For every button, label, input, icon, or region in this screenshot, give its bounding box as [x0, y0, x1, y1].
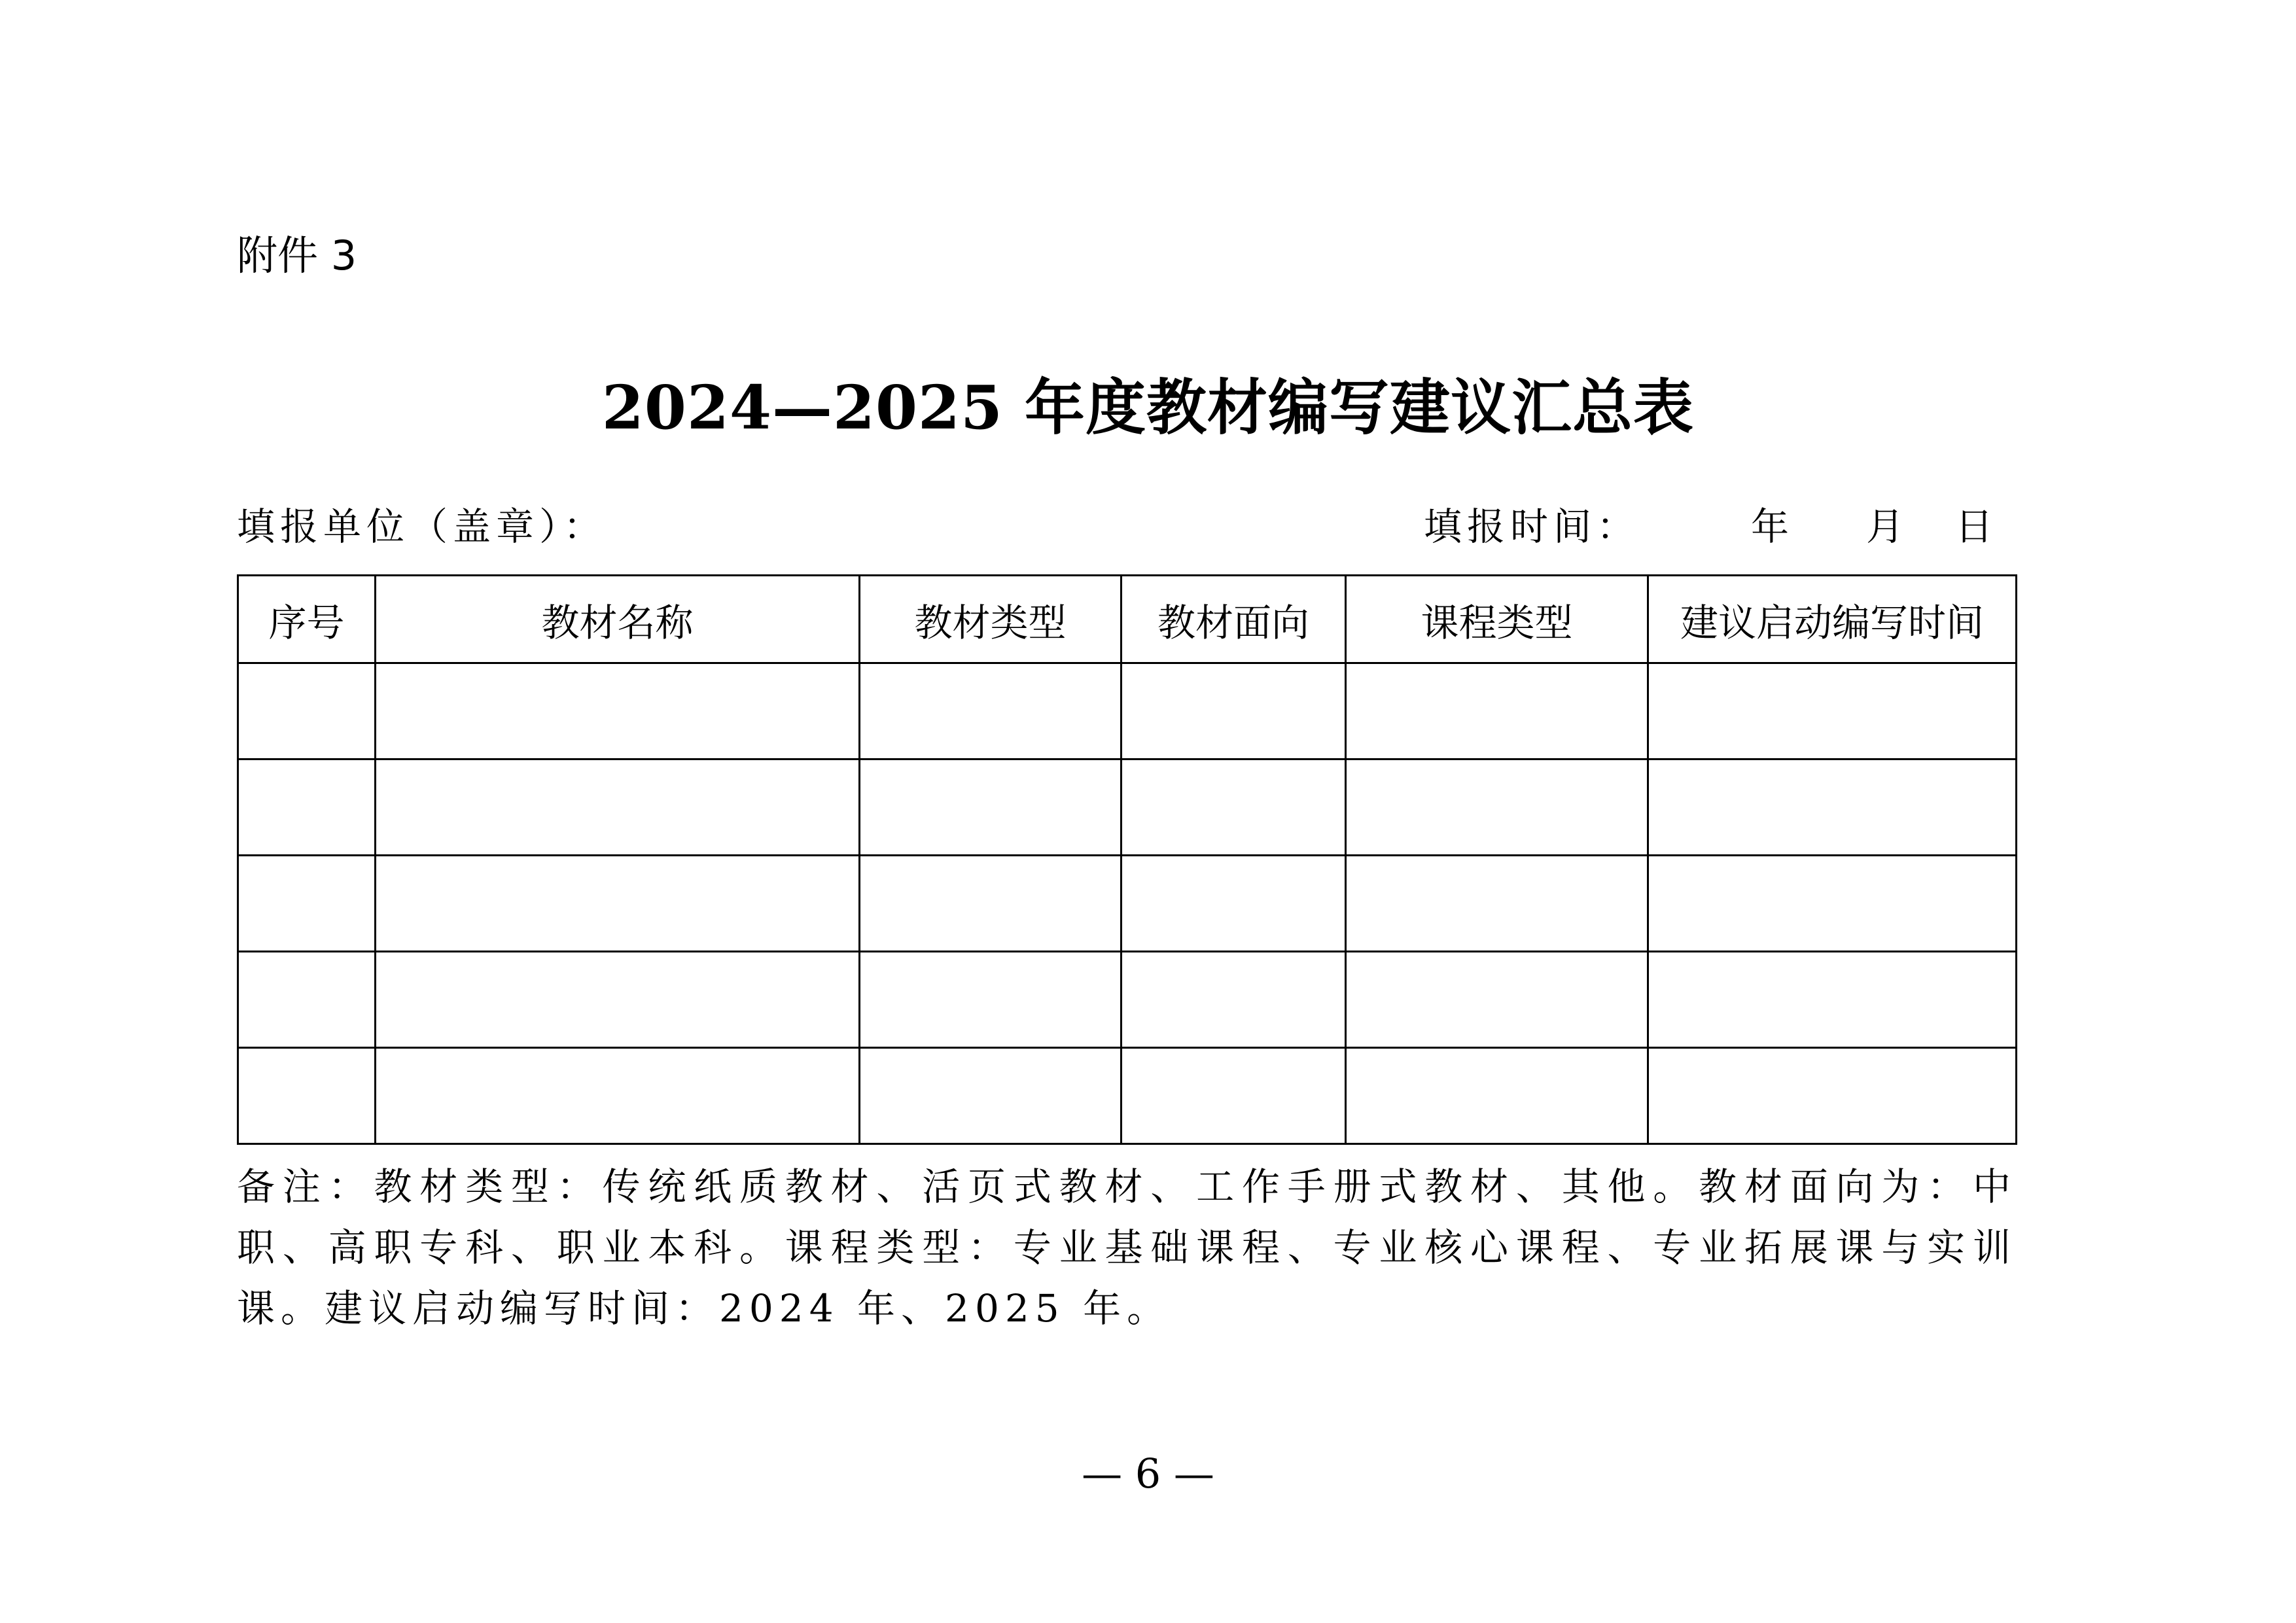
reporting-unit-label: 填报单位（盖章）： — [237, 504, 607, 549]
table-cell[interactable] — [1346, 759, 1648, 856]
column-header-textbook-type: 教材类型 — [860, 576, 1122, 663]
reporting-time-label: 填报时间： — [1424, 504, 1640, 549]
table-cell[interactable] — [238, 856, 376, 952]
table-cell[interactable] — [1648, 952, 2017, 1048]
table-cell[interactable] — [376, 952, 860, 1048]
table-cell[interactable] — [1346, 952, 1648, 1048]
table-cell[interactable] — [1648, 1048, 2017, 1144]
table-cell[interactable] — [1122, 952, 1346, 1048]
table-cell[interactable] — [860, 952, 1122, 1048]
table-cell[interactable] — [238, 952, 376, 1048]
summary-table-container — [237, 574, 2015, 1145]
table-cell[interactable] — [238, 759, 376, 856]
day-label: 日 — [1955, 504, 1999, 549]
table-cell[interactable] — [1122, 856, 1346, 952]
table-row — [238, 1048, 2017, 1144]
table-cell[interactable] — [860, 759, 1122, 856]
table-row — [238, 759, 2017, 856]
column-header-index: 序号 — [238, 576, 376, 663]
table-cell[interactable] — [1122, 1048, 1346, 1144]
table-cell[interactable] — [860, 1048, 1122, 1144]
table-cell[interactable] — [1346, 1048, 1648, 1144]
column-header-course-type: 课程类型 — [1346, 576, 1648, 663]
page-title: 2024—2025 年度教材编写建议汇总表 — [601, 372, 1695, 443]
table-cell[interactable] — [860, 663, 1122, 759]
table-cell[interactable] — [1648, 759, 2017, 856]
column-header-textbook-name: 教材名称 — [376, 576, 860, 663]
table-cell[interactable] — [238, 663, 376, 759]
table-row — [238, 663, 2017, 759]
table-cell[interactable] — [376, 1048, 860, 1144]
column-header-suggested-start-time: 建议启动编写时间 — [1648, 576, 2017, 663]
table-cell[interactable] — [238, 1048, 376, 1144]
summary-table — [237, 574, 2017, 1145]
table-cell[interactable] — [1648, 856, 2017, 952]
table-cell[interactable] — [1122, 663, 1346, 759]
reporting-time — [1424, 498, 1998, 555]
table-cell[interactable] — [376, 663, 860, 759]
remarks-note: 备注：教材类型：传统纸质教材、活页式教材、工作手册式教材、其他。教材面向为：中职、高职专科、职业本科。课程类型：专业基础课程、专业核心课程、专业拓展课与实训课。建议启动编写时间：2024 年、2025 年。 — [237, 1164, 2017, 1331]
attachment-label: 附件 3 — [237, 232, 357, 279]
table-row — [238, 856, 2017, 952]
page-number: — 6 — — [1082, 1450, 1214, 1497]
year-label: 年 — [1751, 504, 1795, 549]
table-header-row — [238, 576, 2017, 663]
table-cell[interactable] — [1648, 663, 2017, 759]
column-header-textbook-audience: 教材面向 — [1122, 576, 1346, 663]
table-cell[interactable] — [376, 759, 860, 856]
table-cell[interactable] — [1346, 856, 1648, 952]
table-cell[interactable] — [860, 856, 1122, 952]
table-cell[interactable] — [1122, 759, 1346, 856]
table-cell[interactable] — [1346, 663, 1648, 759]
month-label: 月 — [1866, 504, 1910, 549]
table-cell[interactable] — [376, 856, 860, 952]
table-row — [238, 952, 2017, 1048]
